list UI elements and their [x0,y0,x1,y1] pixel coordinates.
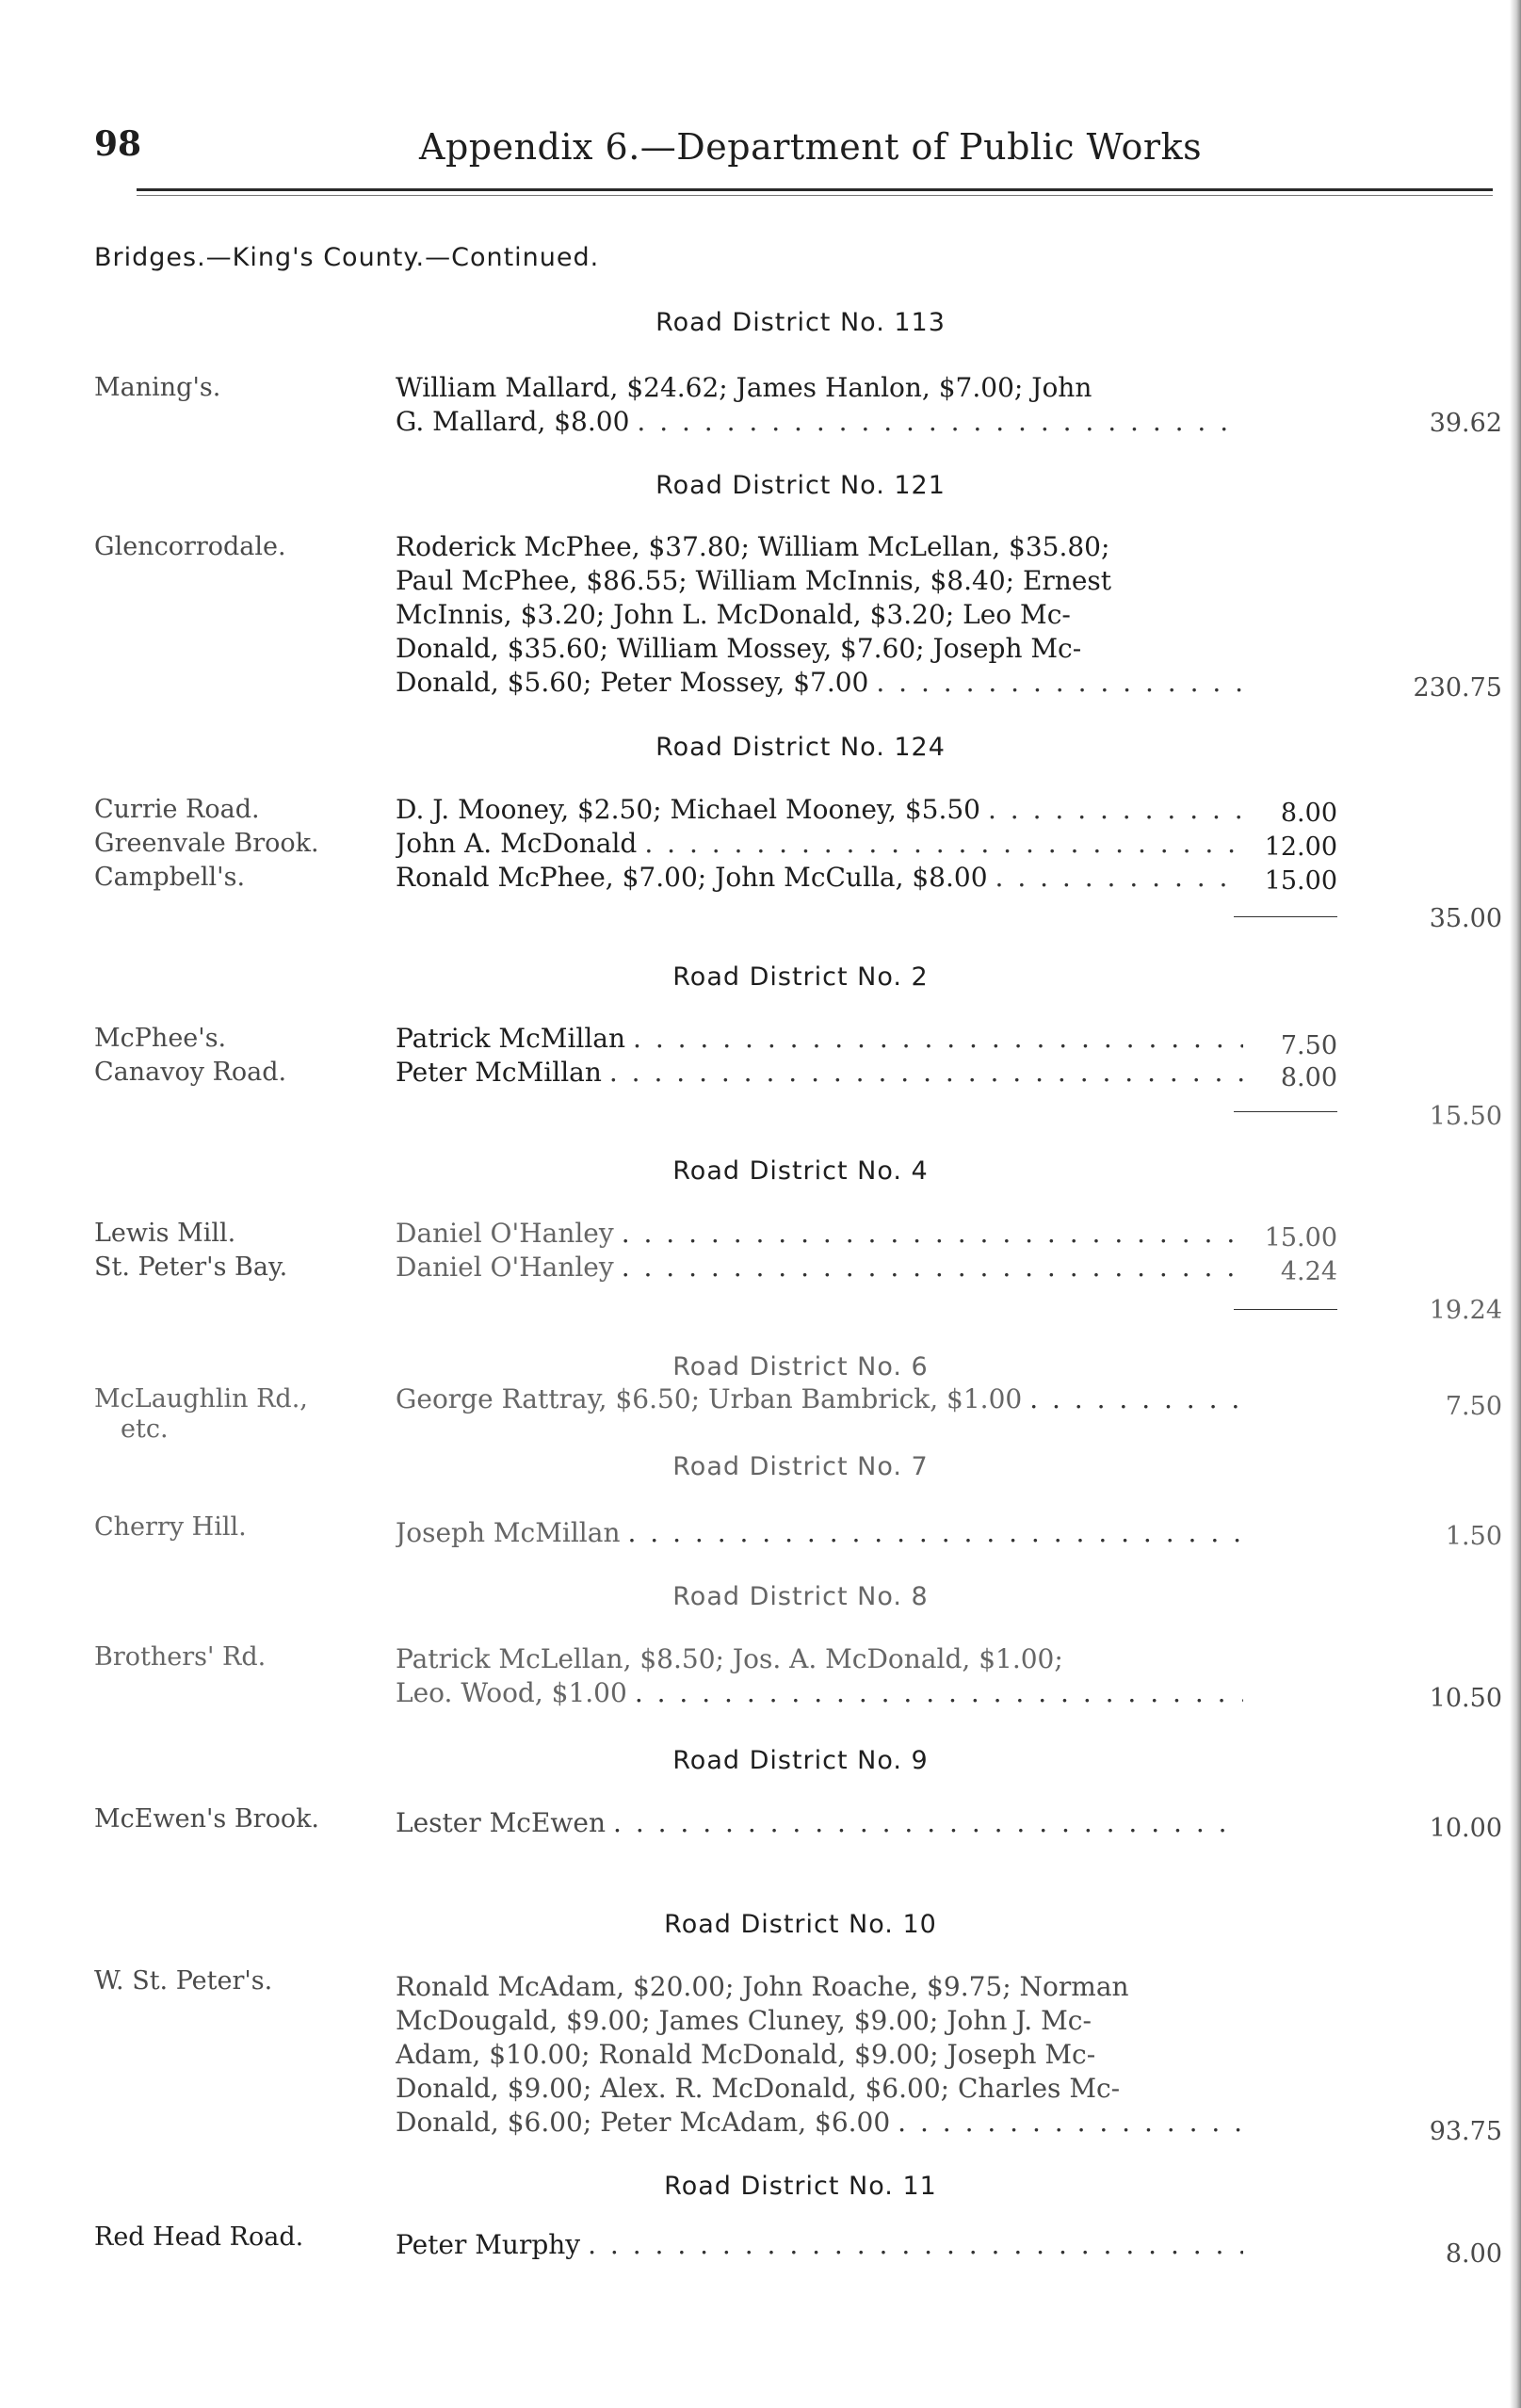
entry-amount: 8.00 [1280,1063,1337,1092]
payee-line: Peter Murphy . . . [396,2228,1243,2262]
entry-amount: 39.62 [1429,409,1502,438]
entry-amount: 15.00 [1264,1223,1337,1252]
district-heading: Road District No. 6 [672,1352,929,1382]
entry-amount: 4.24 [1280,1257,1337,1286]
payee-text [396,1382,1243,1416]
payee-line: McInnis, $3.20; John L. McDonald, $3.20; Leo Mc- [396,599,1071,630]
payee-line: Donald, $5.60; Peter Mossey, $7.00 . . . [396,666,1243,700]
payee-line: Leo. Wood, $1.00 . . . [396,1676,1243,1710]
section-title: Bridges.—King's County.—Continued. [94,243,600,272]
place-name: McEwen's Brook. [94,1804,320,1834]
entry-amount: 8.00 [1280,799,1337,828]
place-name: Cherry Hill. [94,1512,247,1542]
payee-line: Ronald McPhee, $7.00; John McCulla, $8.00 . . . [396,861,1243,895]
district-heading: Road District No. 113 [655,308,946,337]
entry-amount: 8.00 [1445,2239,1502,2269]
subtotal-rule [1234,916,1337,917]
entry-amount: 7.50 [1445,1392,1502,1421]
district-heading: Road District No. 8 [672,1582,929,1611]
district-heading: Road District No. 9 [672,1746,929,1775]
entry-amount: 10.50 [1429,1684,1502,1713]
payee-line: Lester McEwen . . . [396,1806,1243,1840]
payee-line: Donald, $6.00; Peter McAdam, $6.00 . . . [396,2106,1243,2140]
place-name: Lewis Mill. [94,1219,236,1248]
place-name: Brothers' Rd. [94,1642,267,1672]
district-heading: Road District No. 7 [672,1452,929,1481]
district-heading: Road District No. 121 [655,471,946,500]
entry-amount: 7.50 [1280,1031,1337,1060]
payee-line: Donald, $35.60; William Mossey, $7.60; Joseph Mc- [396,633,1082,664]
payee-line: Daniel O'Hanley . . . [396,1251,1243,1285]
payee-text [396,861,1243,895]
payee-line: Peter McMillan . . . [396,1056,1243,1090]
payee-line: Patrick McLellan, $8.50; Jos. A. McDonald, $1.00; [396,1643,1063,1674]
payee-text [396,1251,1243,1285]
payee-text [396,530,1243,700]
place-name: St. Peter's Bay. [94,1252,288,1282]
payee-line: William Mallard, $24.62; James Hanlon, $7.00; John [396,372,1092,403]
district-heading: Road District No. 2 [672,962,929,992]
place-name: W. St. Peter's. [94,1966,273,1996]
district-heading: Road District No. 124 [655,733,946,762]
district-heading: Road District No. 11 [664,2172,937,2201]
payee-line: Patrick McMillan . . . [396,1022,1243,1056]
payee-line: George Rattray, $6.50; Urban Bambrick, $1.00 . . . [396,1382,1243,1416]
subtotal-rule [1234,1111,1337,1112]
place-name: Greenvale Brook. [94,829,319,858]
payee-line: Donald, $9.00; Alex. R. McDonald, $6.00; Charles Mc- [396,2073,1121,2104]
place-name: Currie Road. [94,795,260,824]
payee-line: D. J. Mooney, $2.50; Michael Mooney, $5.50 . . . [396,793,1243,827]
entry-amount: 15.00 [1264,866,1337,896]
payee-text [396,1217,1243,1251]
page-header [94,124,1469,181]
place-name: Campbell's. [94,863,246,892]
payee-text [396,1022,1243,1056]
payee-text [396,1970,1243,2140]
payee-line: John A. McDonald . . . [396,827,1243,861]
payee-text [396,827,1243,861]
payee-text [396,371,1243,439]
district-total: 15.50 [1429,1102,1502,1131]
place-name: McPhee's. [94,1024,227,1053]
place-name-continued: etc. [121,1414,169,1444]
place-name: Glencorrodale. [94,532,286,561]
payee-line: Roderick McPhee, $37.80; William McLellan, $35.80; [396,531,1110,562]
page-number: 98 [94,124,142,164]
payee-text [396,1516,1243,1550]
entry-amount: 93.75 [1429,2117,1502,2146]
district-total: 35.00 [1429,904,1502,933]
header-rule [137,188,1493,196]
place-name: McLaughlin Rd., [94,1384,308,1414]
payee-line: McDougald, $9.00; James Cluney, $9.00; John J. Mc- [396,2005,1092,2036]
payee-line: Paul McPhee, $86.55; William McInnis, $8.40; Ernest [396,565,1112,596]
payee-text [396,2228,1243,2262]
payee-line: Joseph McMillan . . . [396,1516,1243,1550]
page-edge-shadow [1510,0,1521,2408]
district-total: 19.24 [1429,1296,1502,1325]
district-heading: Road District No. 4 [672,1156,929,1186]
payee-text [396,1806,1243,1840]
payee-text [396,1056,1243,1090]
payee-text [396,793,1243,827]
entry-amount: 10.00 [1429,1814,1502,1843]
place-name: Red Head Road. [94,2222,304,2252]
place-name: Canavoy Road. [94,1058,287,1087]
payee-line: Daniel O'Hanley . . . [396,1217,1243,1251]
running-title: Appendix 6.—Department of Public Works [419,126,1203,168]
payee-line: G. Mallard, $8.00 . . . [396,405,1243,439]
payee-text [396,1642,1243,1710]
payee-line: Ronald McAdam, $20.00; John Roache, $9.75; Norman [396,1971,1129,2002]
entry-amount: 12.00 [1264,832,1337,862]
subtotal-rule [1234,1309,1337,1310]
entry-amount: 1.50 [1445,1522,1502,1551]
payee-line: Adam, $10.00; Ronald McDonald, $9.00; Joseph Mc- [396,2039,1096,2070]
entry-amount: 230.75 [1413,673,1502,703]
district-heading: Road District No. 10 [664,1910,937,1939]
place-name: Maning's. [94,373,221,402]
